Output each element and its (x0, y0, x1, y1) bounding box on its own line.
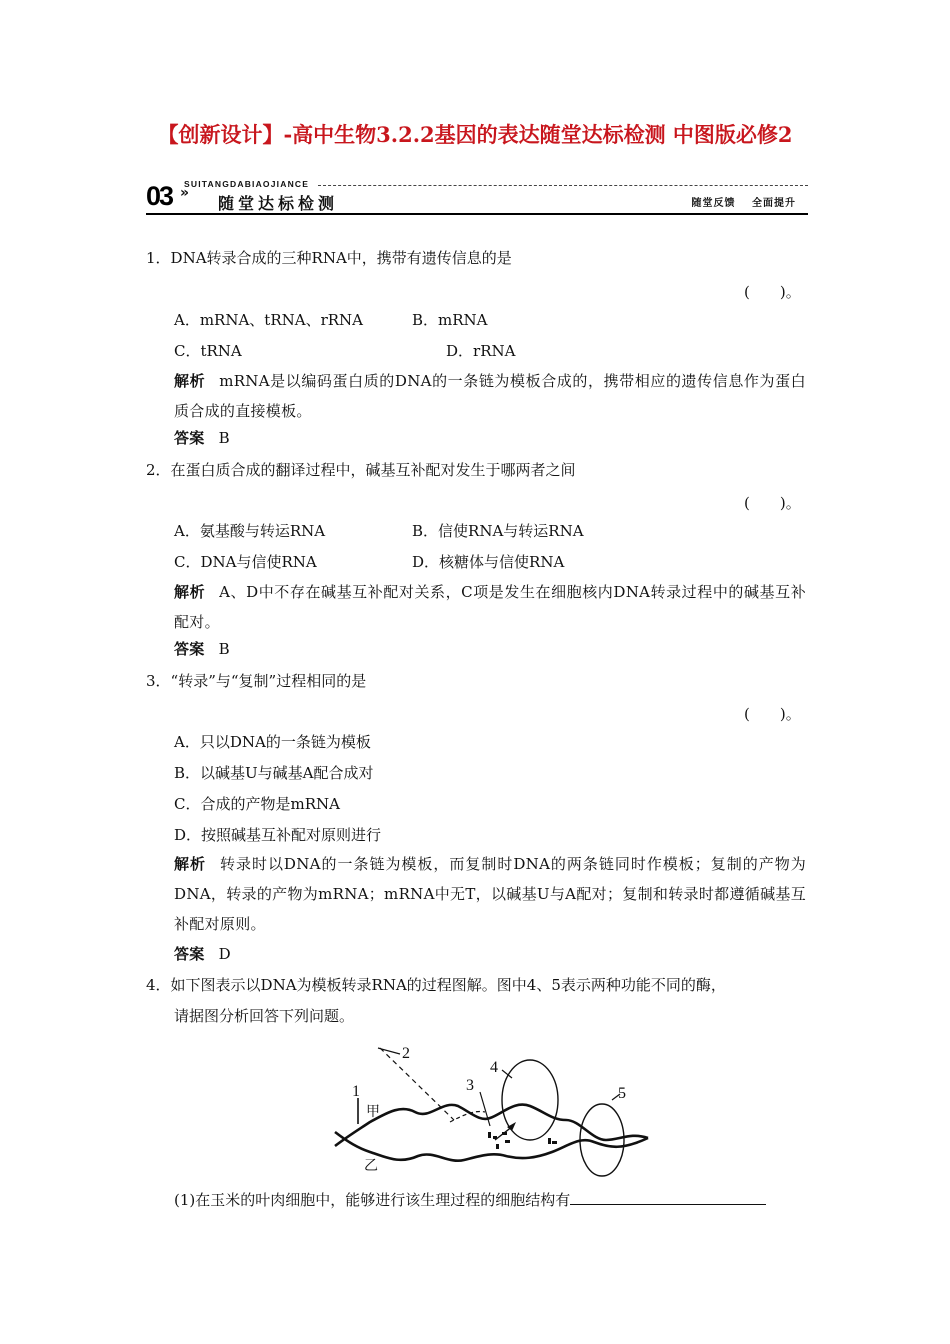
tagline-b: 全面提升 (752, 198, 796, 209)
q4-sub1 (174, 1190, 766, 1210)
label-jia: 甲 (366, 1104, 380, 1120)
q2-option-d: D．核糖体与信使RNA (412, 553, 565, 571)
label-5: 5 (618, 1085, 626, 1102)
analysis-text: A、D中不存在碱基互补配对关系，C项是发生在细胞核内DNA转录过程中的碱基互补配对。 (174, 583, 806, 631)
nucleotide (502, 1132, 507, 1135)
q3-option-c: C．合成的产物是mRNA (174, 795, 340, 813)
label-4: 4 (490, 1059, 498, 1076)
label-3: 3 (466, 1077, 474, 1094)
leader-3 (480, 1092, 490, 1126)
banner-dashed-line (318, 185, 808, 186)
q2-stem: 2．在蛋白质合成的翻译过程中，碱基互补配对发生于哪两者之间 (146, 461, 576, 479)
nucleotide (548, 1138, 551, 1144)
answer-label: 答案 (174, 945, 205, 963)
dna-strand-yi (335, 1132, 648, 1161)
transcription-diagram (330, 1040, 660, 1180)
q2-option-c: C．DNA与信使RNA (174, 553, 317, 571)
double-arrow-icon: » (180, 185, 190, 201)
dna-strand-jia (335, 1105, 648, 1146)
q4-sub1-text: (1)在玉米的叶肉细胞中，能够进行该生理过程的细胞结构有 (174, 1191, 571, 1209)
q1-paren: ( )。 (744, 283, 801, 301)
q3-stem: 3．“转录”与“复制”过程相同的是 (146, 672, 367, 690)
q3-option-b: B．以碱基U与碱基A配合成对 (174, 764, 374, 782)
q1-analysis (174, 366, 806, 426)
label-1: 1 (352, 1083, 360, 1100)
analysis-label: 解析 (174, 855, 206, 873)
banner-underline (146, 213, 808, 215)
nucleotide (552, 1141, 557, 1144)
leader-2 (380, 1048, 454, 1120)
section-number: 03 (146, 181, 173, 211)
label-2: 2 (402, 1045, 410, 1062)
q3-option-a: A．只以DNA的一条链为模板 (174, 733, 371, 751)
nucleotide (493, 1136, 497, 1139)
answer-value: D (218, 945, 231, 963)
section-pinyin: SUITANGDABIAOJIANCE (184, 179, 310, 189)
analysis-text: 转录时以DNA的一条链为模板，而复制时DNA的两条链同时作模板；复制的产物为DNA，转录的产物为mRNA；mRNA中无T，以碱基U与A配对；复制和转录时都遵循碱基互补配对原则。 (174, 855, 806, 933)
answer-label: 答案 (174, 429, 205, 447)
answer-value: B (218, 429, 230, 447)
q3-answer (174, 939, 806, 969)
analysis-text: mRNA是以编码蛋白质的DNA的一条链为模板合成的，携带相应的遗传信息作为蛋白质合成的直接模板。 (174, 372, 806, 420)
answer-blank[interactable] (570, 1190, 766, 1205)
q1-stem: 1．DNA转录合成的三种RNA中，携带有遗传信息的是 (146, 249, 512, 267)
banner-tagline (680, 194, 796, 209)
answer-value: B (218, 640, 230, 658)
q2-answer (174, 634, 806, 664)
q1-answer (174, 423, 806, 453)
q1-option-d: D．rRNA (446, 342, 516, 360)
q2-option-b: B．信使RNA与转运RNA (412, 522, 584, 540)
enzyme-4 (502, 1060, 558, 1140)
nucleotide (496, 1144, 499, 1149)
leader-2-head (378, 1048, 400, 1054)
q4-stem-line2: 请据图分析回答下列问题。 (174, 1007, 355, 1025)
analysis-label: 解析 (174, 583, 206, 601)
label-yi: 乙 (364, 1158, 378, 1174)
q1-option-a: A．mRNA、tRNA、rRNA (174, 311, 364, 329)
q1-option-b: B．mRNA (412, 311, 488, 329)
q4-stem-line1: 4．如下图表示以DNA为模板转录RNA的过程图解。图中4、5表示两种功能不同的酶， (146, 976, 726, 994)
answer-label: 答案 (174, 640, 205, 658)
q3-analysis (174, 849, 806, 939)
q1-option-c: C．tRNA (174, 342, 242, 360)
tagline-a: 随堂反馈 (691, 198, 736, 209)
nucleotide (505, 1140, 510, 1143)
q2-analysis (174, 577, 806, 637)
q2-option-a: A．氨基酸与转运RNA (174, 522, 326, 540)
q3-paren: ( )。 (744, 705, 801, 723)
section-banner (146, 179, 808, 215)
analysis-label: 解析 (174, 372, 206, 390)
page-title: 【创新设计】-高中生物3.2.2基因的表达随堂达标检测 中图版必修2 (157, 122, 793, 147)
q3-option-d: D．按照碱基互补配对原则进行 (174, 826, 382, 844)
section-name: 随堂达标检测 (218, 194, 339, 213)
nucleotide (488, 1132, 491, 1138)
q2-paren: ( )。 (744, 494, 801, 512)
